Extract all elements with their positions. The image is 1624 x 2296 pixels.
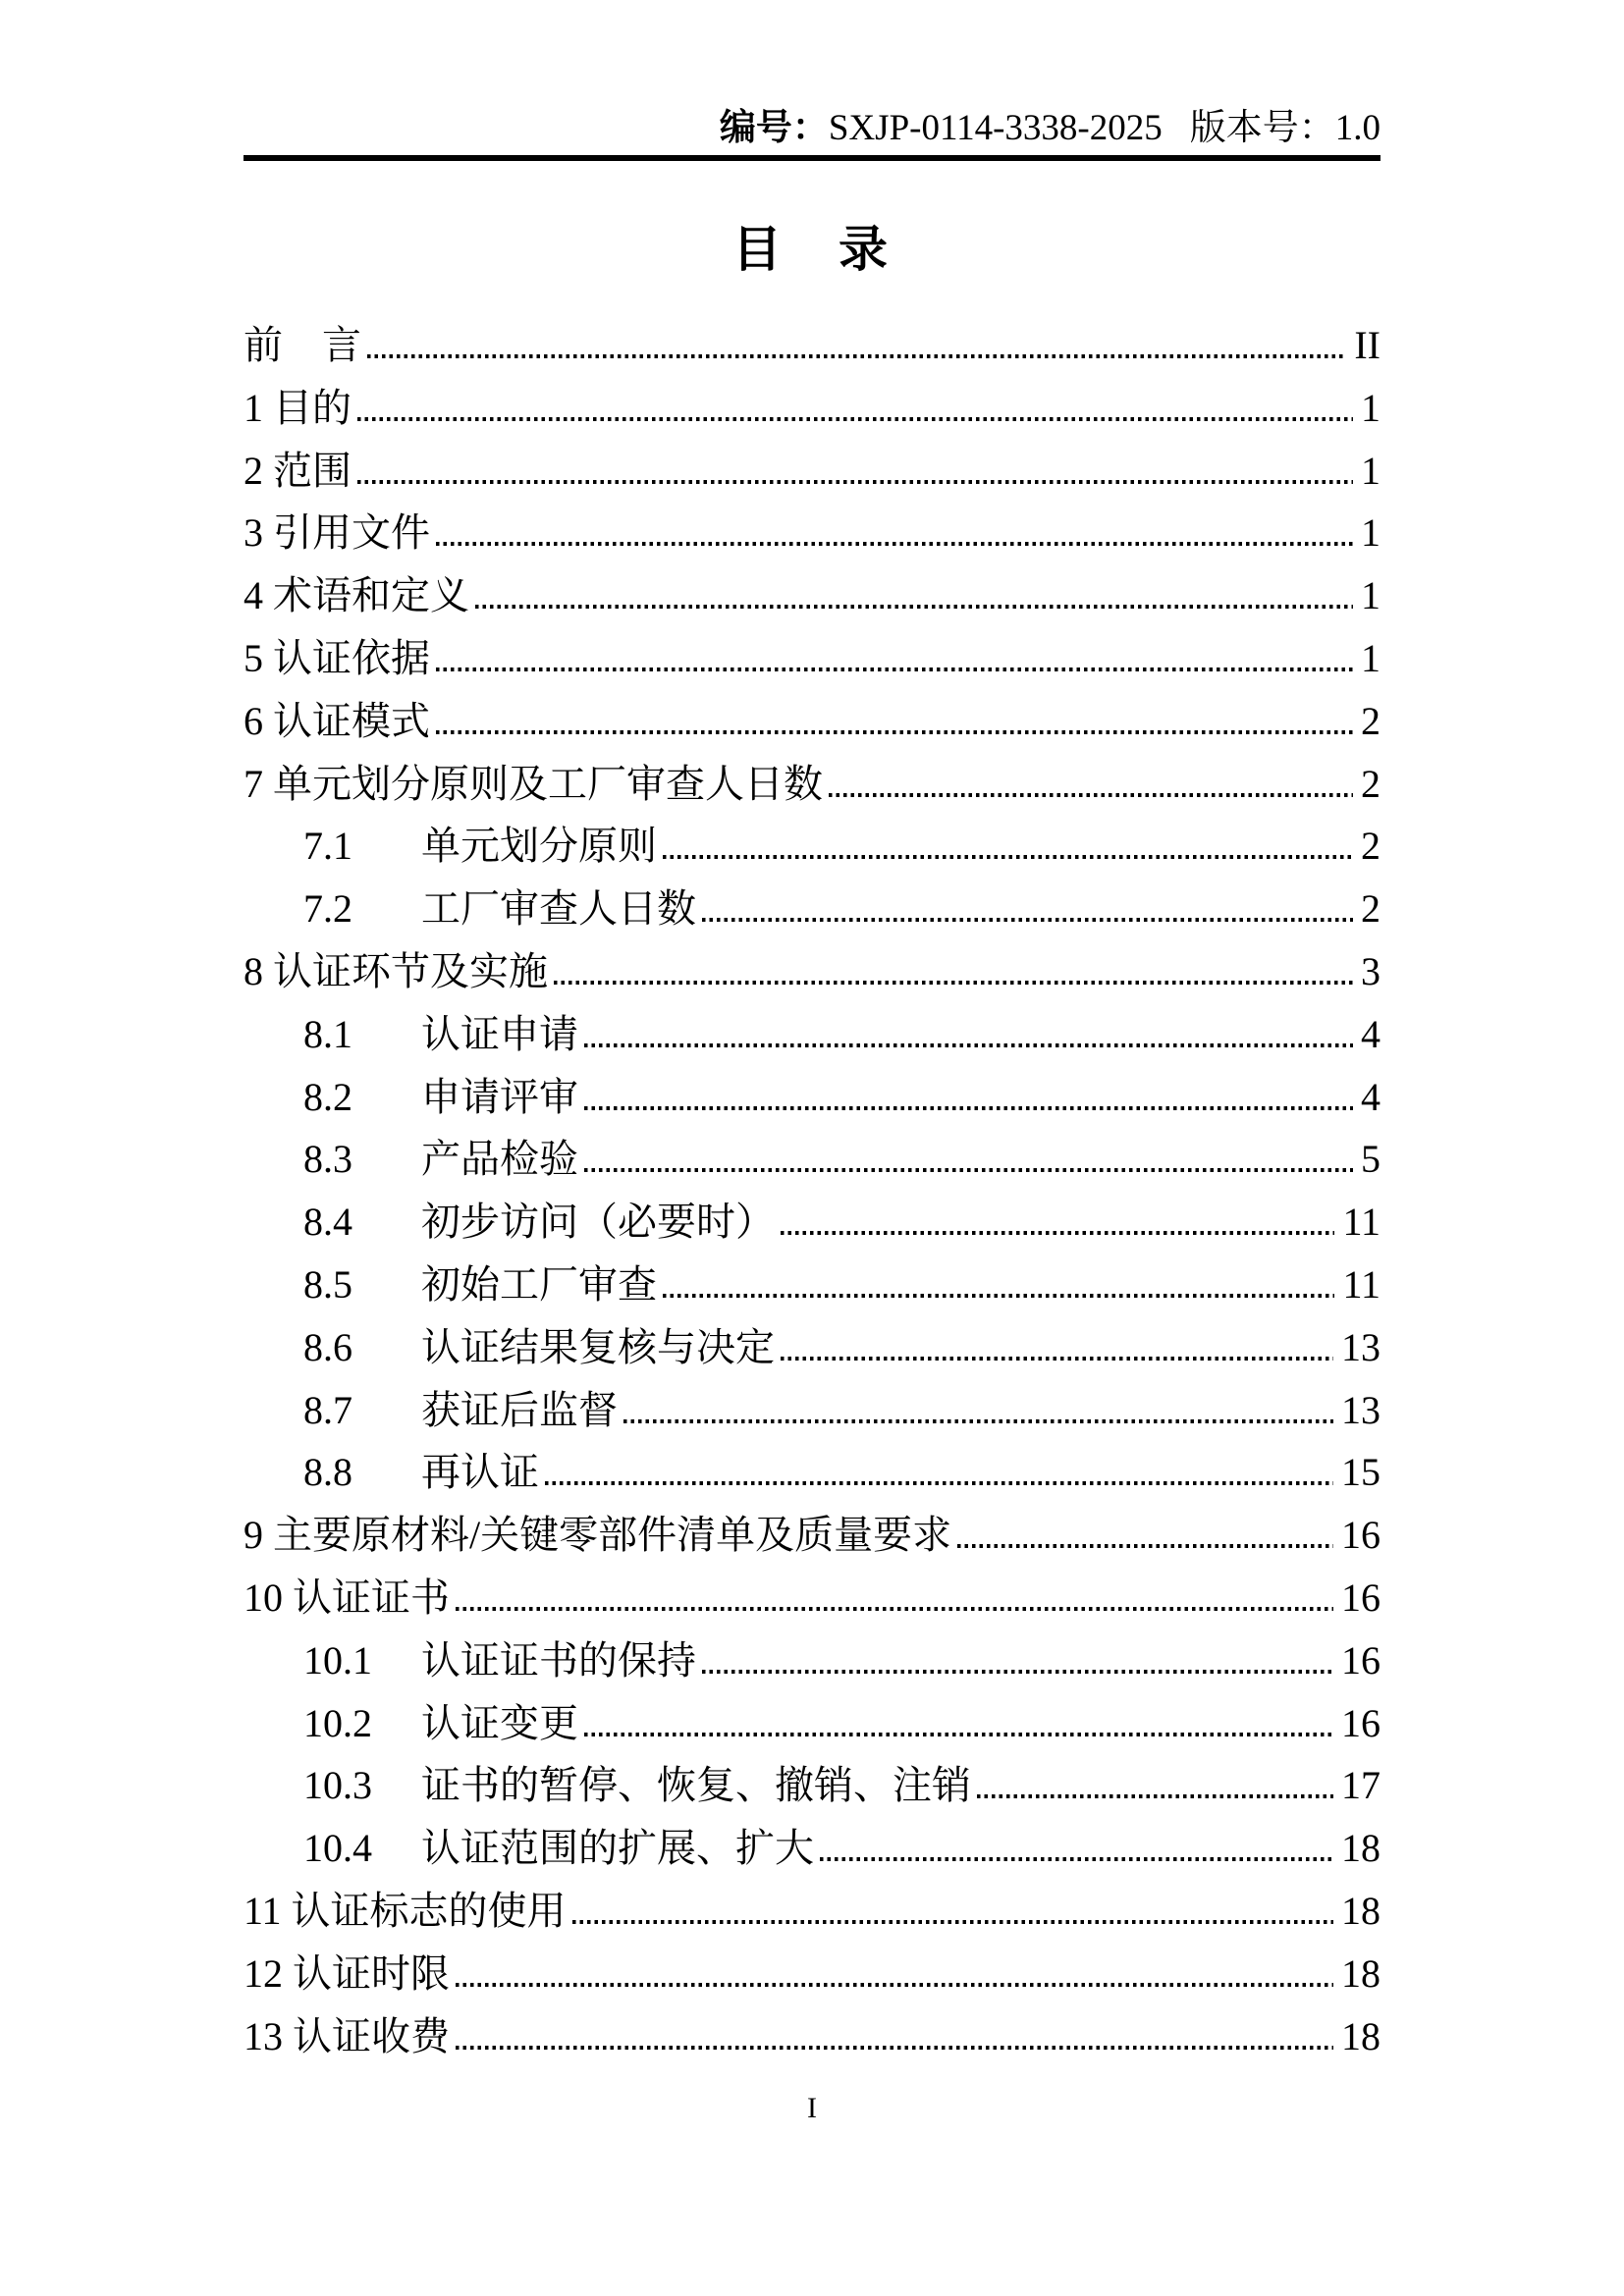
toc-entry-label: 8 认证环节及实施 [244, 948, 548, 993]
doc-version-label: 版本号： [1189, 108, 1335, 148]
toc-page-number: 18 [1341, 2013, 1380, 2058]
toc-entry[interactable] [244, 1504, 1380, 1567]
toc-entry[interactable] [244, 1441, 1380, 1504]
toc-entry[interactable] [244, 1128, 1380, 1191]
toc-page-number: 16 [1341, 1637, 1380, 1682]
dot-leader [572, 1920, 1333, 1924]
toc-entry[interactable] [244, 1629, 1380, 1692]
dot-leader [357, 417, 1353, 421]
toc-entry[interactable] [244, 1880, 1380, 1943]
dot-leader [820, 1857, 1333, 1861]
dot-leader [436, 730, 1353, 734]
dot-leader [436, 542, 1353, 546]
document-header [244, 106, 1380, 161]
dot-leader [456, 1983, 1333, 1987]
dot-leader [584, 1043, 1353, 1047]
toc-entry[interactable] [244, 1567, 1380, 1629]
toc-page-number: 2 [1361, 698, 1380, 743]
toc-entry[interactable] [244, 1817, 1380, 1880]
toc-entry[interactable] [244, 1692, 1380, 1755]
toc-entry-label: 9 主要原材料/关键零部件清单及质量要求 [244, 1513, 952, 1558]
dot-leader [663, 1294, 1334, 1298]
toc-entry-label: 前 言 [244, 323, 361, 367]
dot-leader [554, 981, 1353, 985]
toc-entry-label: 初始工厂审查 [421, 1261, 657, 1307]
toc-entry[interactable] [244, 1254, 1380, 1316]
dot-leader [545, 1481, 1333, 1485]
dot-leader [475, 605, 1353, 609]
toc-entry-label: 认证结果复核与决定 [421, 1324, 775, 1369]
toc-entry-number: 10.4 [303, 1826, 372, 1871]
dot-leader [663, 855, 1353, 859]
toc-entry-number: 8.5 [303, 1261, 352, 1307]
toc-page-number: 1 [1361, 448, 1380, 493]
toc-entry[interactable] [244, 1003, 1380, 1066]
toc-entry[interactable] [244, 1316, 1380, 1379]
toc-entry-number: 8.4 [303, 1200, 352, 1245]
dot-leader [977, 1794, 1333, 1798]
toc-entry-number: 10.2 [303, 1700, 372, 1745]
toc-page-number: 18 [1341, 1826, 1380, 1871]
dot-leader [829, 793, 1353, 797]
toc-entry-label: 2 范围 [244, 448, 352, 493]
toc-page-number: 4 [1361, 1074, 1380, 1119]
dot-leader [456, 2046, 1333, 2050]
toc-page-number: 17 [1341, 1763, 1380, 1808]
toc-page-number: 3 [1361, 948, 1380, 993]
toc-page-number: 5 [1361, 1137, 1380, 1182]
dot-leader [623, 1419, 1333, 1423]
toc-page-number: 18 [1341, 1950, 1380, 1996]
toc-page-number: 2 [1361, 761, 1380, 806]
toc-page-number: 4 [1361, 1011, 1380, 1056]
toc-page-number: 18 [1341, 1888, 1380, 1933]
toc-entry-number: 8.8 [303, 1450, 352, 1495]
dot-leader [456, 1607, 1333, 1611]
toc-page-number: 1 [1361, 510, 1380, 556]
toc-page-number: 15 [1341, 1450, 1380, 1495]
toc-entry-number: 10.3 [303, 1763, 372, 1808]
toc-entry-label: 4 术语和定义 [244, 573, 469, 618]
doc-number-value: SXJP-0114-3338-2025 [828, 108, 1163, 148]
dot-leader [357, 480, 1353, 484]
toc-page-number: II [1354, 323, 1380, 367]
toc-entry[interactable] [244, 878, 1380, 940]
toc-entry-label: 获证后监督 [421, 1387, 618, 1432]
toc-title: 目 录 [732, 222, 892, 277]
toc-entry[interactable] [244, 1066, 1380, 1129]
toc-entry-label: 6 认证模式 [244, 698, 430, 743]
toc-page-number: 16 [1341, 1575, 1380, 1620]
dot-leader [781, 1231, 1334, 1235]
toc-entry-label: 再认证 [421, 1450, 539, 1495]
toc-entry-label: 7 单元划分原则及工厂审查人日数 [244, 761, 823, 806]
toc-entry[interactable] [244, 627, 1380, 690]
toc-entry[interactable] [244, 690, 1380, 753]
toc-entry-number: 8.2 [303, 1074, 352, 1119]
toc-entry-number: 7.1 [303, 824, 352, 869]
toc-entry-label: 10 认证证书 [244, 1575, 450, 1620]
toc-entry-number: 10.1 [303, 1637, 372, 1682]
toc-page-number: 2 [1361, 824, 1380, 869]
toc-entry[interactable] [244, 314, 1380, 377]
toc-entry-label: 初步访问（必要时） [421, 1200, 775, 1245]
dot-leader [584, 1106, 1353, 1110]
toc-entry-label: 13 认证收费 [244, 2013, 450, 2058]
toc-page-number: 16 [1341, 1513, 1380, 1558]
toc-entry[interactable] [244, 1191, 1380, 1254]
table-of-contents [244, 314, 1380, 2067]
toc-entry-label: 3 引用文件 [244, 510, 430, 556]
toc-entry[interactable] [244, 1943, 1380, 2005]
toc-entry-label: 5 认证依据 [244, 635, 430, 680]
toc-entry[interactable] [244, 753, 1380, 816]
toc-entry-label: 认证证书的保持 [421, 1637, 696, 1682]
footer-page-number: I [807, 2092, 817, 2124]
dot-leader [436, 667, 1353, 671]
toc-entry-label: 11 认证标志的使用 [244, 1888, 567, 1933]
dot-leader [702, 918, 1353, 922]
doc-number-label: 编号： [719, 108, 829, 148]
toc-page-number: 11 [1342, 1200, 1380, 1245]
toc-page-number: 1 [1361, 573, 1380, 618]
toc-entry[interactable] [244, 1754, 1380, 1817]
toc-entry-number: 7.2 [303, 886, 352, 932]
dot-leader [781, 1357, 1333, 1361]
dot-leader [957, 1544, 1333, 1548]
toc-entry-label: 证书的暂停、恢复、撤销、注销 [421, 1763, 971, 1808]
dot-leader [367, 354, 1346, 358]
toc-page-number: 13 [1341, 1324, 1380, 1369]
toc-page-number: 2 [1361, 886, 1380, 932]
toc-entry-label: 单元划分原则 [421, 824, 657, 869]
doc-version-value: 1.0 [1334, 108, 1380, 148]
toc-entry-label: 认证变更 [421, 1700, 578, 1745]
dot-leader [702, 1670, 1333, 1674]
toc-page-number: 13 [1341, 1387, 1380, 1432]
toc-entry-number: 8.6 [303, 1324, 352, 1369]
toc-entry-number: 8.3 [303, 1137, 352, 1182]
dot-leader [584, 1733, 1333, 1736]
toc-entry-label: 1 目的 [244, 385, 352, 430]
toc-entry-number: 8.7 [303, 1387, 352, 1432]
toc-entry-label: 认证范围的扩展、扩大 [421, 1826, 814, 1871]
toc-entry[interactable] [244, 2005, 1380, 2068]
toc-page-number: 1 [1361, 385, 1380, 430]
toc-entry[interactable] [244, 564, 1380, 627]
toc-entry[interactable] [244, 377, 1380, 440]
toc-entry-number: 8.1 [303, 1011, 352, 1056]
toc-entry[interactable] [244, 440, 1380, 503]
toc-entry[interactable] [244, 815, 1380, 878]
toc-entry[interactable] [244, 940, 1380, 1003]
toc-page-number: 1 [1361, 635, 1380, 680]
dot-leader [584, 1168, 1353, 1172]
toc-entry[interactable] [244, 1379, 1380, 1442]
toc-entry-label: 认证申请 [421, 1011, 578, 1056]
toc-entry-label: 12 认证时限 [244, 1950, 450, 1996]
toc-page-number: 11 [1342, 1261, 1380, 1307]
toc-page-number: 16 [1341, 1700, 1380, 1745]
toc-entry-label: 产品检验 [421, 1137, 578, 1182]
toc-entry-label: 申请评审 [421, 1074, 578, 1119]
toc-entry[interactable] [244, 502, 1380, 564]
toc-entry-label: 工厂审查人日数 [421, 886, 696, 932]
